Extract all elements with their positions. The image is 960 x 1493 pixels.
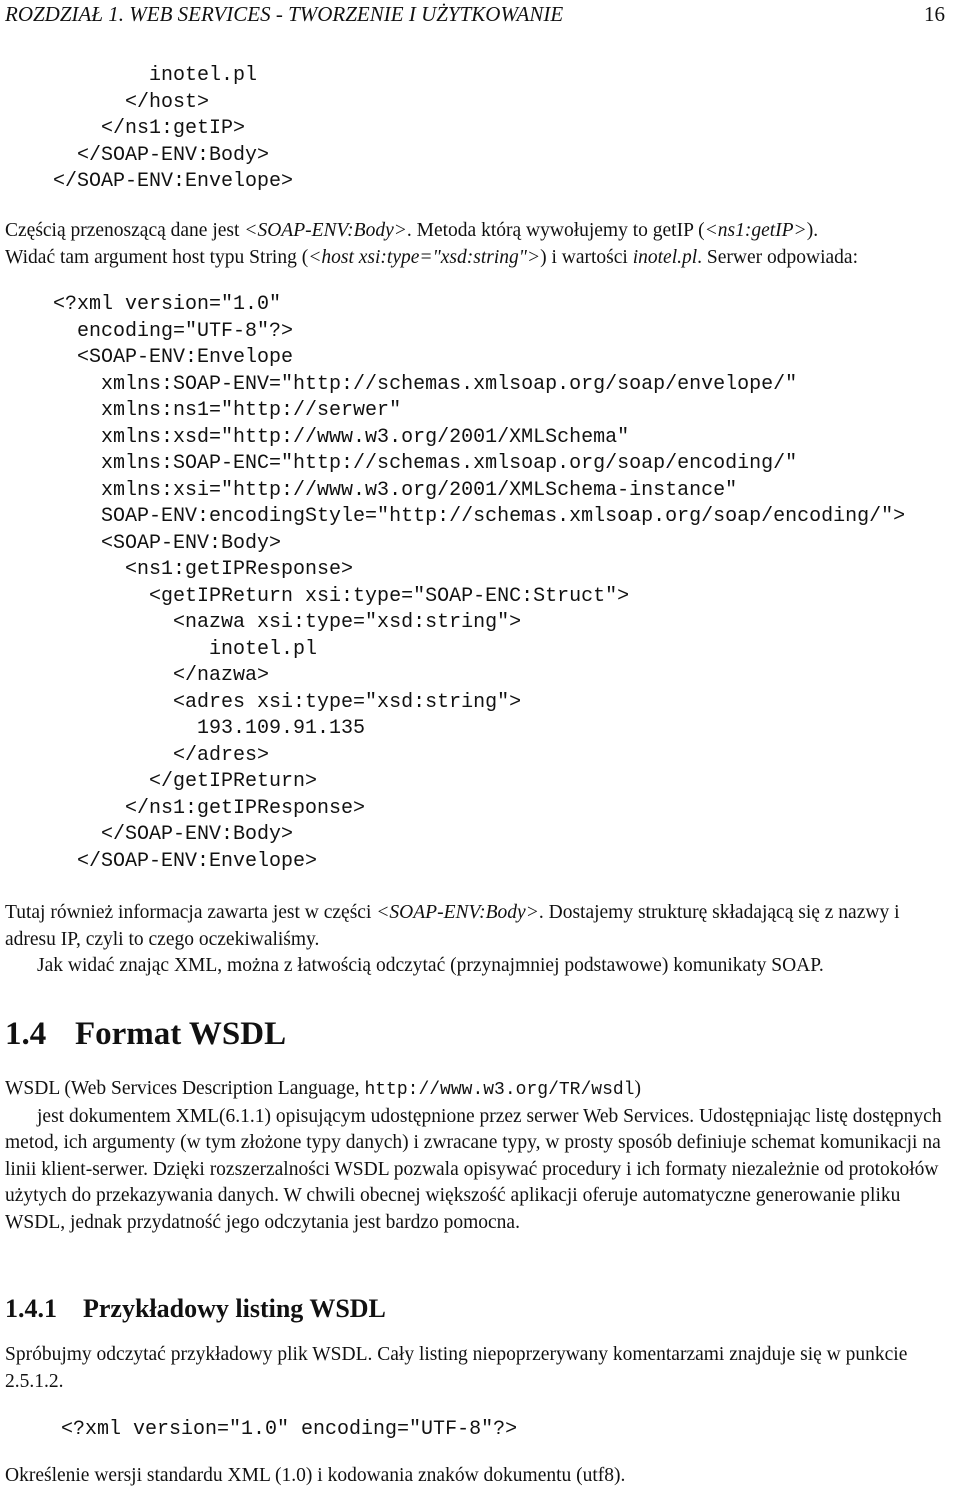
code-line: </host> <box>5 90 210 114</box>
code-line: <SOAP-ENV:Body> <box>5 531 282 555</box>
text-run: ). <box>806 220 819 241</box>
paragraph-wsdl-intro <box>5 1076 947 1236</box>
code-line: <getIPReturn xsi:type="SOAP-ENC:Struct"> <box>5 584 630 608</box>
section-number: 1.4 <box>5 1016 47 1052</box>
text-run: WSDL (Web Services Description Language, <box>5 1078 365 1099</box>
text-run: Tutaj również informacja zawarta jest w części <box>5 902 377 923</box>
code-line: <SOAP-ENV:Envelope <box>5 346 294 369</box>
paragraph-listing-intro: Spróbujmy odczytać przykładowy plik WSDL. Cały listing niepoprzerywany komentarzami znajduje się w punkcie 2.5.1.2. <box>5 1344 908 1392</box>
code-line: xmlns:SOAP-ENV="http://schemas.xmlsoap.org/soap/envelope/" <box>5 372 798 396</box>
code-line: </adres> <box>5 743 270 767</box>
url-text: http://www.w3.org/TR/wsdl <box>364 1080 635 1100</box>
code-line: <adres xsi:type="xsd:string"> <box>5 690 522 714</box>
code-line: xmlns:xsd="http://www.w3.org/2001/XMLSchema" <box>5 425 630 449</box>
paragraph-declaration-description: Określenie wersji standardu XML (1.0) i kodowania znaków dokumentu (utf8). <box>5 1465 626 1486</box>
chapter-title: ROZDZIAŁ 1. WEB SERVICES - TWORZENIE I UŻYTKOWANIE <box>5 2 564 26</box>
text-run: ) <box>634 1078 641 1099</box>
code-line: 193.109.91.135 <box>5 717 366 740</box>
code-line: inotel.pl <box>5 64 258 87</box>
text-run: . Dostajemy strukturę składającą się z nazwy i adresu IP, czyli to czego oczekiwaliśmy. <box>5 902 900 950</box>
code-line: </ns1:getIPResponse> <box>5 796 366 820</box>
subsection-title: Przykładowy listing WSDL <box>83 1294 386 1323</box>
paragraph-body-description <box>5 218 947 271</box>
code-line: xmlns:SOAP-ENC="http://schemas.xmlsoap.org/soap/encoding/" <box>5 452 798 475</box>
code-line: xmlns:ns1="http://serwer" <box>5 399 402 422</box>
code-line: </SOAP-ENV:Envelope> <box>5 170 294 193</box>
code-line: inotel.pl <box>5 637 318 661</box>
section-title: Format WSDL <box>75 1016 287 1052</box>
subsection-number: 1.4.1 <box>5 1294 57 1323</box>
subsection-heading <box>5 1294 386 1324</box>
inline-code-italic: <host xsi:type="xsd:string"> <box>308 246 541 268</box>
code-line: </ns1:getIP> <box>5 117 246 140</box>
code-block-request-end <box>5 63 293 196</box>
inline-code-italic: <SOAP-ENV:Body> <box>244 220 407 241</box>
code-block-response <box>5 292 905 875</box>
text-run: Częścią przenoszącą dane jest <box>5 220 245 241</box>
code-line: </SOAP-ENV:Envelope> <box>5 849 318 873</box>
section-heading <box>5 1016 286 1053</box>
running-header <box>5 2 945 27</box>
code-line: </SOAP-ENV:Body> <box>5 143 270 167</box>
page-number: 16 <box>924 2 945 26</box>
code-line: <?xml version="1.0" <box>5 293 282 316</box>
code-line: </getIPReturn> <box>5 770 318 793</box>
code-line: encoding="UTF-8"?> <box>5 319 294 343</box>
text-run: ) i wartości <box>540 246 633 268</box>
code-line: </nazwa> <box>5 664 270 687</box>
text-run: . Metoda którą wywołujemy to getIP ( <box>406 220 705 241</box>
inline-code-italic: <SOAP-ENV:Body> <box>376 902 539 923</box>
inline-code-italic: <ns1:getIP> <box>704 220 807 241</box>
inline-code-italic: inotel.pl <box>632 246 698 268</box>
code-line: <?xml version="1.0" encoding="UTF-8"?> <box>61 1418 518 1441</box>
code-line: <nazwa xsi:type="xsd:string"> <box>5 611 522 634</box>
code-line: </SOAP-ENV:Body> <box>5 823 294 846</box>
code-line: <ns1:getIPResponse> <box>5 558 354 581</box>
code-block-xml-declaration <box>61 1417 517 1444</box>
code-line: xmlns:xsi="http://www.w3.org/2001/XMLSchema-instance" <box>5 478 738 502</box>
paragraph-conclusion: Jak widać znając XML, można z łatwością odczytać (przynajmniej podstawowe) komunikaty SOAP. <box>37 955 824 976</box>
text-run: jest dokumentem XML(6.1.1) opisującym udostępnione przez serwer Web Services. Udostępniając listę dostępnych metod, ich argumenty (w tym złożone typy danych) i zwracane typy, w prosty sposób definiuje schemat komunikacji na linii klient-serwer. Dzięki rozszerzalności WSDL pozwala opisywać procedury i ich formaty niezależnie od protokołów użytych do przekazywania danych. W chwili obecnej większość aplikacji oferuje automatyczne generowanie pliku WSDL, jednak przydatność jego odczytania jest bardzo pomocna. <box>5 1105 942 1233</box>
code-line: SOAP-ENV:encodingStyle="http://schemas.xmlsoap.org/soap/encoding/"> <box>5 505 906 528</box>
text-run: Widać tam argument host typu String ( <box>5 246 309 268</box>
paragraph-result <box>5 900 947 953</box>
text-run: . Serwer odpowiada: <box>697 246 858 268</box>
